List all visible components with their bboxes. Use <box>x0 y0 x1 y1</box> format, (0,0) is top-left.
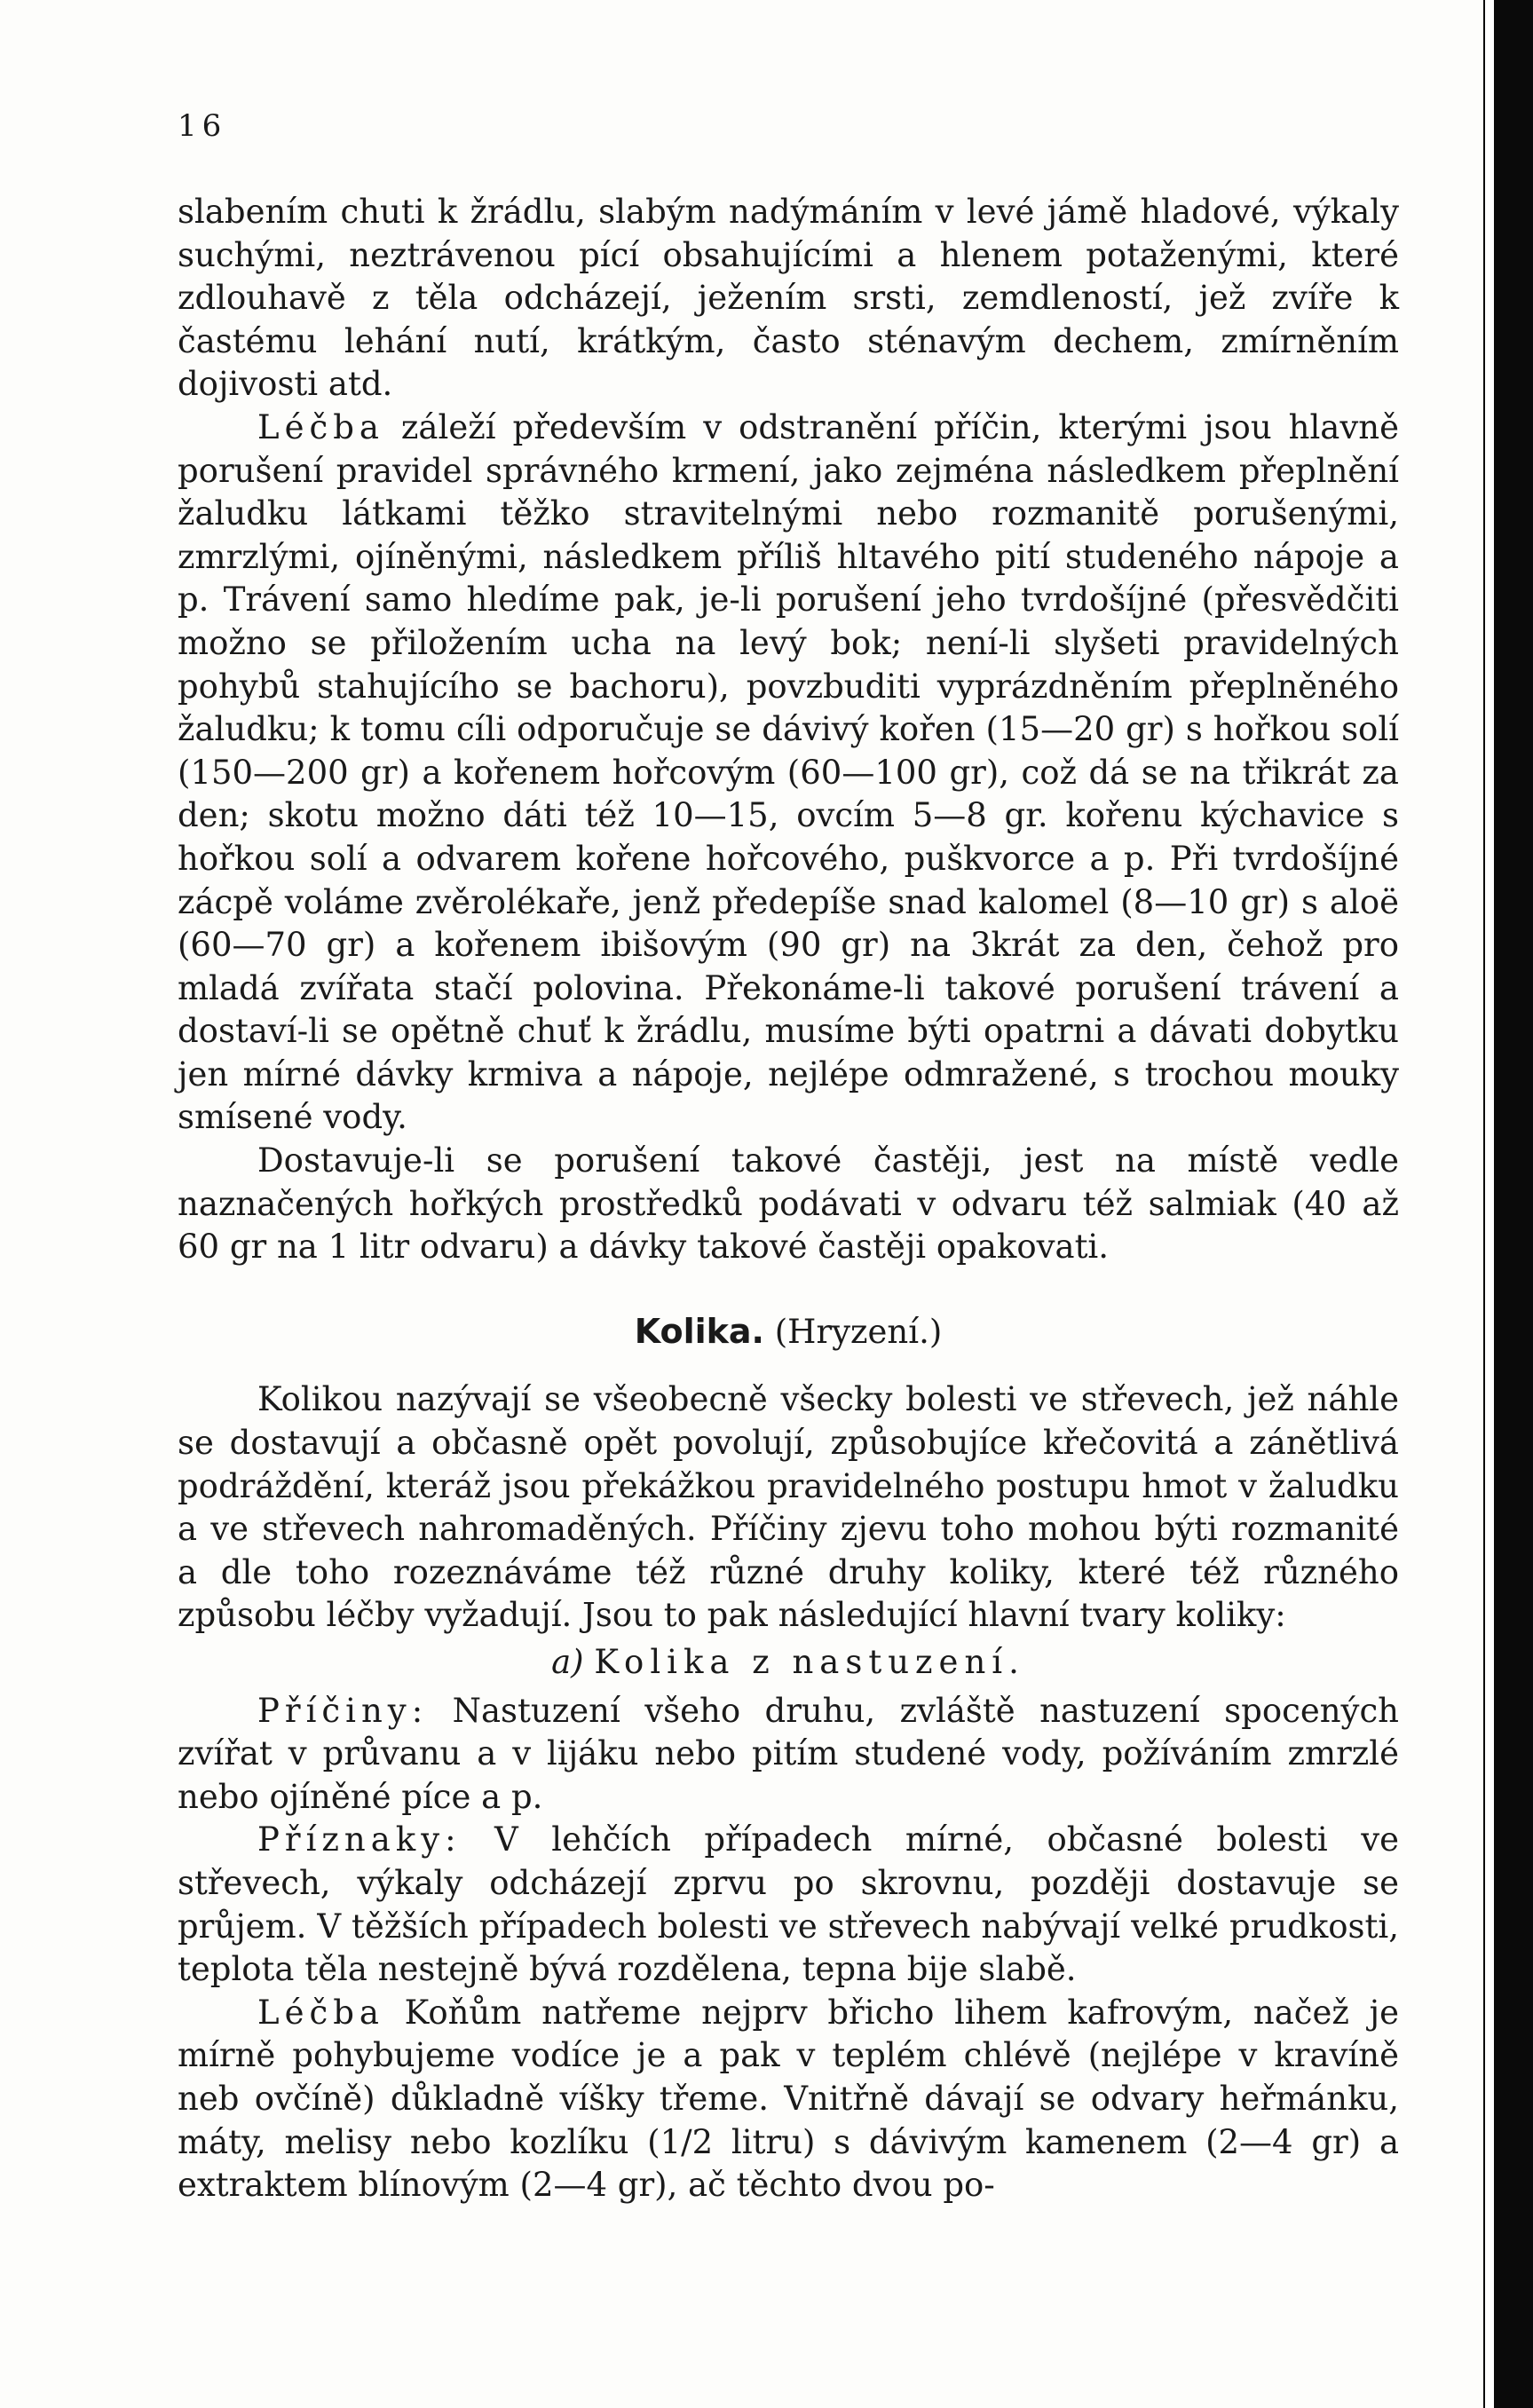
paragraph-lead: Příznaky: <box>257 1820 462 1859</box>
paragraph-lecba-kolika <box>178 1992 1399 2207</box>
section-heading-alt: (Hryzení.) <box>763 1312 943 1351</box>
body-text <box>178 191 1399 2207</box>
section-heading-title: Kolika. <box>634 1311 764 1351</box>
page-number: 16 <box>178 108 227 144</box>
paragraph-priciny <box>178 1690 1399 1820</box>
paragraph-continuation: slabením chuti k žrádlu, slabým nadýmáním v levé jámě hladové, výkaly suchými, neztrávenou pící obsahujícími a hlenem potaženými, které zdlouhavě z těla odcházejí, ježením srsti, zemdleností, jež zvíře k častému lehání nutí, krátkým, často sténavým dechem, zmírněním dojivosti atd. <box>178 193 1399 404</box>
paragraph-kolika-intro: Kolikou nazývají se všeobecně všecky bolesti ve střevech, jež náhle se dostavují a občasně opět povolují, způsobujíce křečovitá a zánětlivá podráždění, kteráž jsou překážkou pravidelného postupu hmot v žaludku a ve střevech nahromaděných. Příčiny zjevu toho mohou býti rozmanité a dle toho rozeznáváme též různé druhy koliky, které též různého způsobu léčby vyžadují. Jsou to pak následující hlavní tvary koliky: <box>178 1380 1399 1635</box>
subsection-heading <box>178 1641 1399 1685</box>
paragraph-body: V lehčích případech mírné, občasné bolesti ve střevech, výkaly odcházejí zprvu po skrovnu, později dostavuje se průjem. V těžších případech bolesti ve střevech nabývají velké prudkosti, teplota těla nestejně bývá rozdělena, tepna bije slabě. <box>178 1820 1399 1989</box>
subsection-title: Kolika z nastuzení. <box>594 1643 1025 1681</box>
subsection-label: a) <box>551 1643 584 1681</box>
section-heading <box>178 1310 1399 1354</box>
paragraph-lecba <box>178 407 1399 1140</box>
paragraph-body: Nastuzení všeho druhu, zvláště nastuzení spocených zvířat v průvanu a v lijáku nebo pitím studené vody, požíváním zmrzlé nebo ojíněné píce a p. <box>178 1691 1399 1816</box>
paragraph-salmiak: Dostavuje-li se porušení takové častěji, jest na místě vedle naznačených hořkých prostředků podávati v odvaru též salmiak (40 až 60 gr na 1 litr odvaru) a dávky takové častěji opakovati. <box>178 1141 1399 1267</box>
paragraph-lead: Léčba <box>257 407 384 446</box>
paragraph-lead: Léčba <box>257 1993 384 2032</box>
paragraph-body: Koňům natřeme nejprv břicho lihem kafrovým, načež je mírně pohybujeme vodíce je a pak v teplém chlévě (nejlépe v kravíně neb ovčíně) důkladně víšky třeme. Vnitřně dávají se odvary heřmánku, máty, melisy nebo kozlíku (1/2 litru) s dávivým kamenem (2—4 gr) a extraktem blínovým (2—4 gr), ač těchto dvou po- <box>178 1993 1399 2205</box>
paragraph-body: záleží především v odstranění příčin, kterými jsou hlavně porušení pravidel správného krmení, jako zejména následkem přeplnění žaludku látkami těžko stravitelnými nebo rozmanitě porušenými, zmrzlými, ojíněnými, následkem příliš hltavého pití studeného nápoje a p. Trávení samo hledíme pak, je-li porušení jeho tvrdošíjné (přesvědčiti možno se přiložením ucha na levý bok; není-li slyšeti pravidelných pohybů stahujícího se bachoru), povzbuditi vyprázdněním přeplněného žaludku; k tomu cíli odporučuje se dávivý kořen (15—20 gr) s hořkou solí (150—200 gr) a kořenem hořcovým (60—100 gr), což dá se na třikrát za den; skotu možno dáti též 10—15, ovcím 5—8 gr. kořenu kýchavice s hořkou solí a odvarem kořene hořcového, puškvorce a p. Při tvrdošíjné zácpě voláme zvěrolékaře, jenž předepíše snad kalomel (8—10 gr) s aloë (60—70 gr) a kořenem ibišovým (90 gr) na 3krát za den, čehož pro mladá zvířata stačí polovina. Překonáme-li takové porušení trávení a dostaví-li se opětně chuť k žrádlu, musíme býti opatrni a dávati dobytku jen mírné dávky krmiva a nápoje, nejlépe odmražené, s trochou mouky smísené vody. <box>178 407 1399 1137</box>
paragraph-lead: Příčiny: <box>257 1691 429 1730</box>
paragraph-priznaky <box>178 1819 1399 1991</box>
scan-edge-gap <box>1485 0 1494 2408</box>
